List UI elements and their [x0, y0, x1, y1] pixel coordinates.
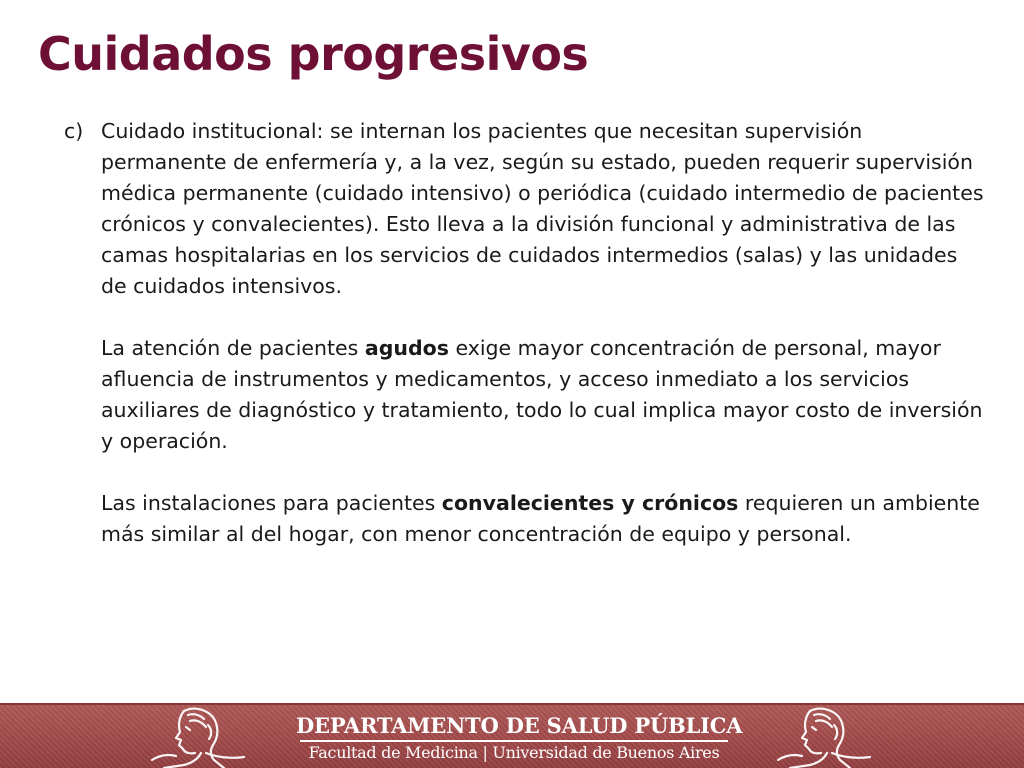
profile-bust-emblem-icon — [772, 705, 872, 768]
paragraph-text: Cuidado institucional: se internan los pacientes que necesitan supervisión permanente de enfermería y, a la vez, según su estado, pueden requerir supervisión médica permanente (cuidado intensivo) o periódica (cuidado intermedio de pacientes crónicos y convalecientes). Esto lleva a la división funcional y administrativa de las camas hospitalarias en los servicios de cuidados intermedios (salas) y las unidades de cuidados intensivos. — [101, 119, 984, 298]
profile-bust-emblem-icon — [146, 705, 246, 768]
bold-term-agudos: agudos — [364, 336, 449, 360]
slide-title: Cuidados progresivos — [38, 27, 589, 81]
bold-term-convalecientes-cronicos: convalecientes y crónicos — [441, 491, 739, 515]
paragraph-text-before: La atención de pacientes — [101, 336, 365, 360]
department-name: DEPARTAMENTO DE SALUD PÚBLICA — [296, 713, 743, 738]
paragraph-cuidado-institucional — [101, 116, 984, 302]
list-marker: c) — [64, 119, 84, 143]
paragraph-pacientes-convalecientes — [101, 488, 984, 550]
paragraph-text-after: exige mayor concentración de personal, mayor afluencia de instrumentos y medicamentos, y acceso inmediato a los servicios auxiliares de diagnóstico y tratamiento, todo lo cual implica mayor costo de inversión y operación. — [101, 336, 983, 453]
paragraph-text-before: Las instalaciones para pacientes — [101, 491, 442, 515]
faculty-university-name: Facultad de Medicina | Universidad de Buenos Aires — [308, 743, 720, 762]
slide-content — [64, 116, 984, 550]
footer-banner — [0, 703, 1024, 768]
paragraph-pacientes-agudos — [101, 333, 984, 457]
list-item-c — [64, 116, 984, 550]
paragraph-text-after: requieren un ambiente más similar al del hogar, con menor concentración de equipo y personal. — [101, 491, 980, 546]
